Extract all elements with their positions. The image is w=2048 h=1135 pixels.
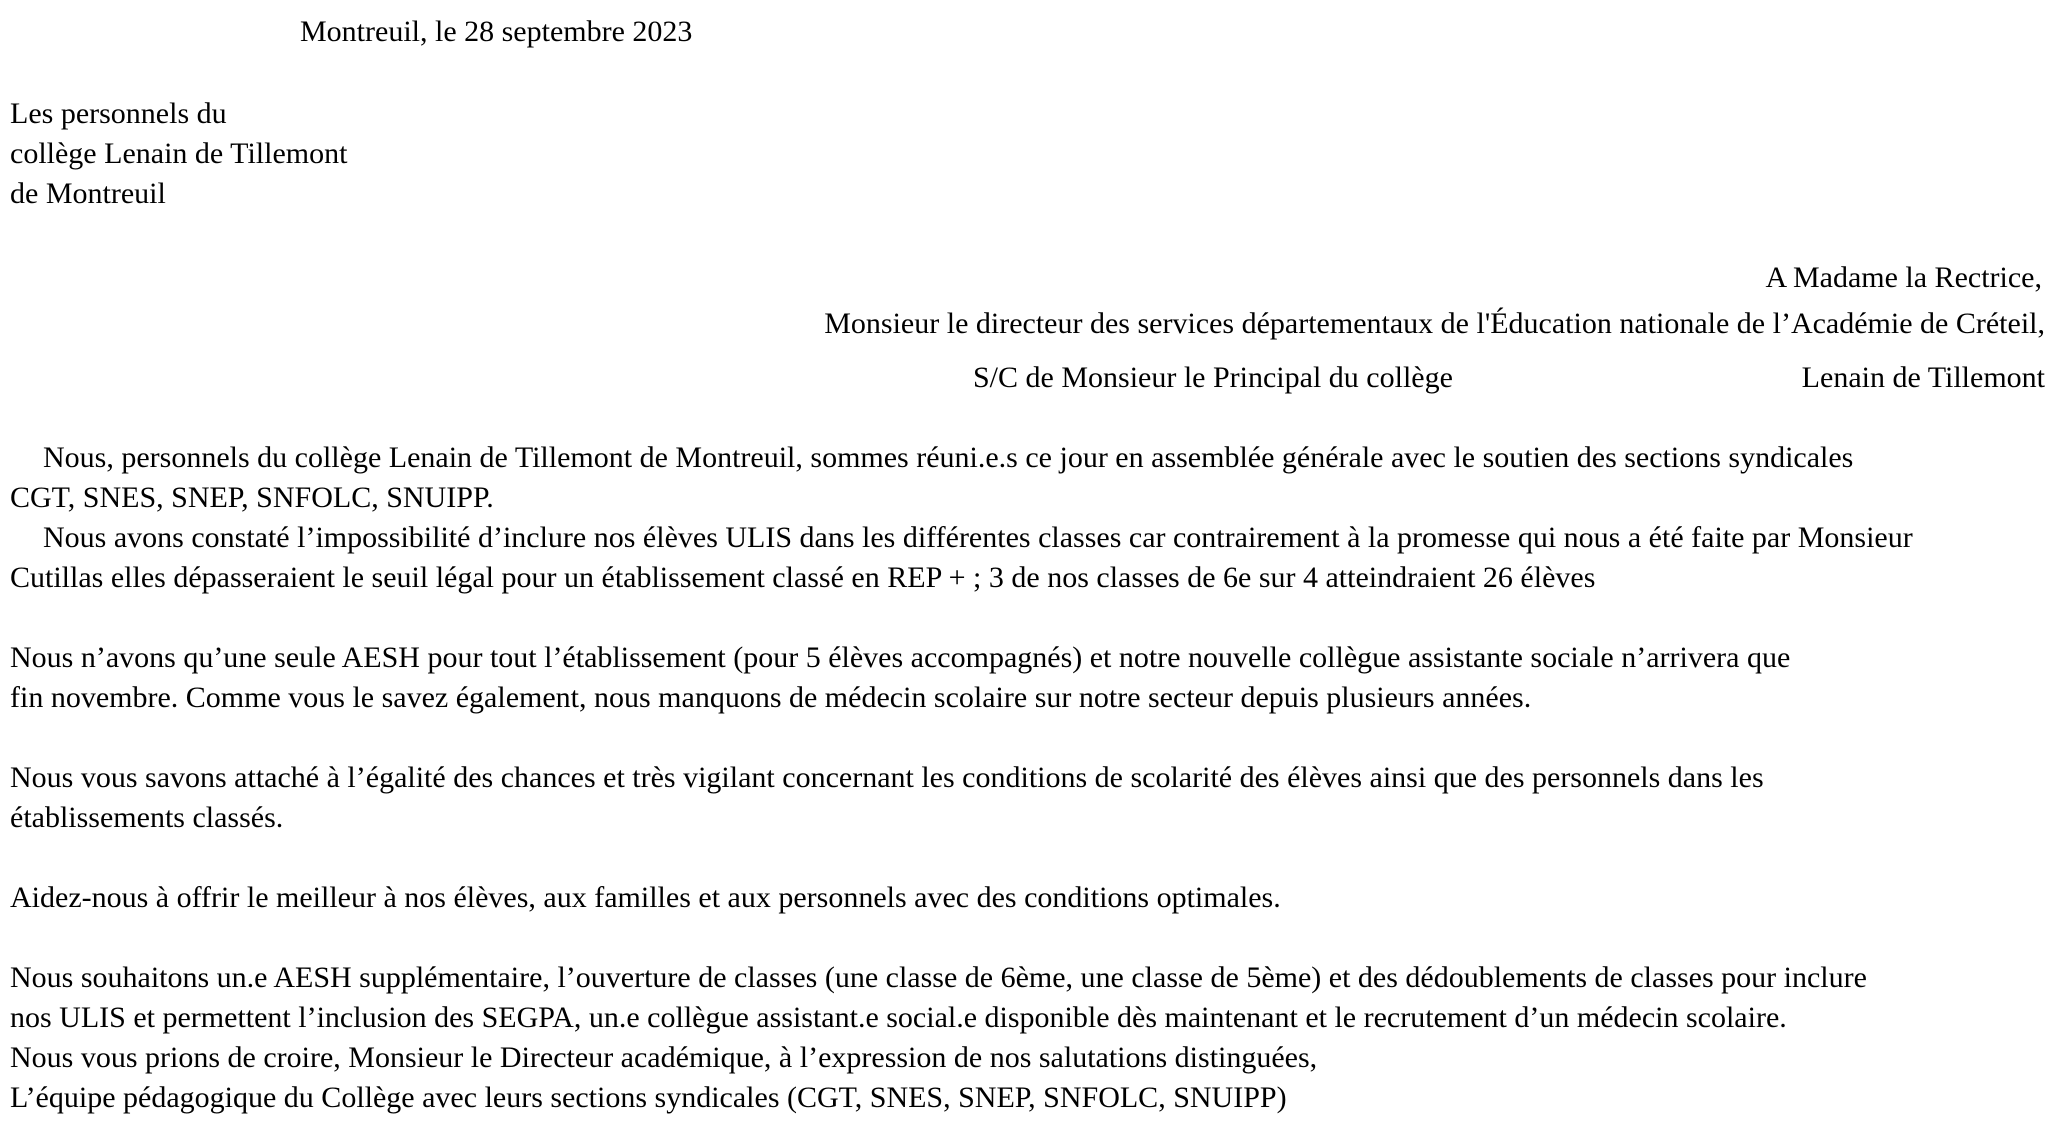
body-paragraph-6	[10, 958, 1867, 1118]
paragraph-line: établissements classés.	[10, 801, 284, 834]
paragraph-line: Nous vous savons attaché à l’égalité des chances et très vigilant concernant les conditions de scolarité des élèves ainsi que des personnels dans les	[10, 761, 1764, 794]
recipient-line-2: Monsieur le directeur des services départementaux de l'Éducation nationale de l’Académie de Créteil,	[824, 307, 2045, 340]
body-paragraph-3	[10, 638, 1790, 718]
recipient-line-3-right: Lenain de Tillemont	[1801, 361, 2045, 394]
sender-line: Les personnels du	[10, 97, 227, 130]
paragraph-line: Nous n’avons qu’une seule AESH pour tout l’établissement (pour 5 élèves accompagnés) et notre nouvelle collègue assistante sociale n’arrivera que	[10, 641, 1791, 674]
paragraph-line: Nous, personnels du collège Lenain de Tillemont de Montreuil, sommes réuni.e.s ce jour en assemblée générale avec le soutien des sections syndicales	[43, 441, 1854, 474]
sender-line: de Montreuil	[10, 177, 166, 210]
sender-line: collège Lenain de Tillemont	[10, 137, 348, 170]
sender-block	[10, 94, 347, 214]
letter-date: Montreuil, le 28 septembre 2023	[300, 15, 693, 48]
body-paragraph-2	[10, 518, 1913, 598]
paragraph-line: CGT, SNES, SNEP, SNFOLC, SNUIPP.	[10, 481, 494, 514]
signature-line: L’équipe pédagogique du Collège avec leurs sections syndicales (CGT, SNES, SNEP, SNFOLC, SNUIPP)	[10, 1081, 1287, 1114]
paragraph-line: Nous avons constaté l’impossibilité d’inclure nos élèves ULIS dans les différentes classes car contrairement à la promesse qui nous a été faite par Monsieur	[43, 521, 1913, 554]
paragraph-line: fin novembre. Comme vous le savez également, nous manquons de médecin scolaire sur notre secteur depuis plusieurs années.	[10, 681, 1532, 714]
recipient-line-1: A Madame la Rectrice,	[1765, 261, 2042, 294]
paragraph-line: nos ULIS et permettent l’inclusion des SEGPA, un.e collègue assistant.e social.e disponible dès maintenant et le recrutement d’un médecin scolaire.	[10, 1001, 1787, 1034]
paragraph-line: Nous souhaitons un.e AESH supplémentaire, l’ouverture de classes (une classe de 6ème, une classe de 5ème) et des dédoublements de classes pour inclure	[10, 961, 1867, 994]
body-paragraph-1	[10, 438, 1853, 518]
body-paragraph-4	[10, 758, 1764, 838]
paragraph-line: Cutillas elles dépasseraient le seuil légal pour un établissement classé en REP + ; 3 de nos classes de 6e sur 4 atteindraient 26 élèves	[10, 561, 1596, 594]
body-paragraph-5	[10, 878, 1281, 918]
recipient-line-3-left: S/C de Monsieur le Principal du collège	[973, 361, 1453, 394]
closing-line: Nous vous prions de croire, Monsieur le Directeur académique, à l’expression de nos salutations distinguées,	[10, 1041, 1318, 1074]
paragraph-line: Aidez-nous à offrir le meilleur à nos élèves, aux familles et aux personnels avec des conditions optimales.	[10, 881, 1281, 914]
